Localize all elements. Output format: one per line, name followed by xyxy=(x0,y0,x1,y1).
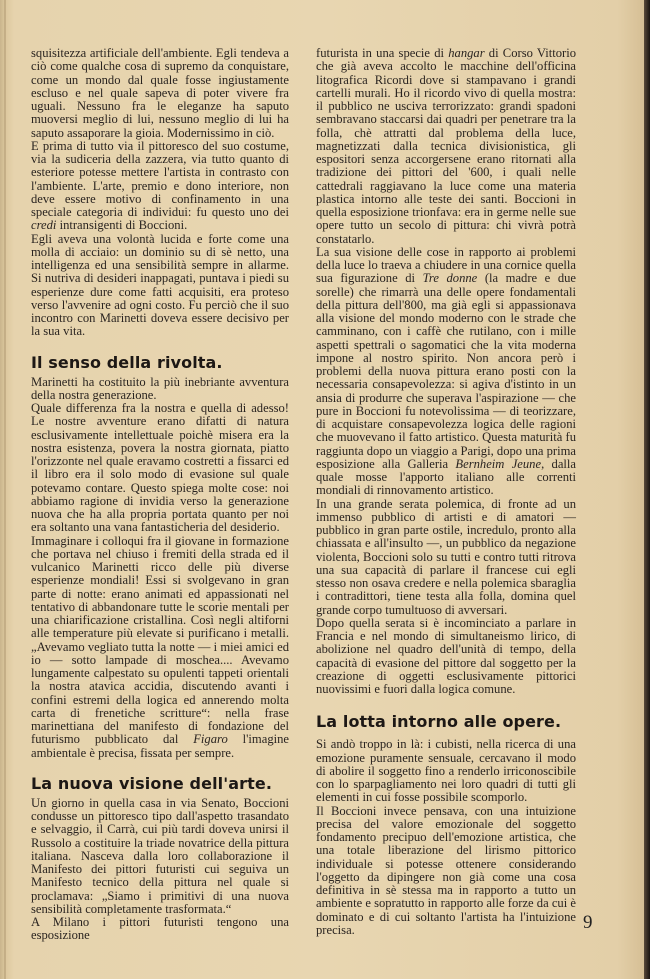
paragraph: Dopo quella serata si è incominciato a parlare in Francia e nel mondo di simultaneismo lirico, di abolizione nel quadro dell'unità di tempo, della capacità di evasione del pittore dal soggetto per la creazione di oggetti esclusivamente pittorici nuovissimi e fuori dalla logica comune. xyxy=(316,615,576,696)
text-run: Immaginare i colloqui fra il giovane in formazione che portava nel chiuso i fremiti della strada ed il vulcanico Marinetti ricco delle più diverse esperienze mondiali! Essi si svolgevano in gran parte di notte: erano animati ed appassionati nel tentativo di abbandonare tutte le scorie mentali per una chiarificazione cristallina. Così negli altiforni alle temperature più elevate si purificano i metalli. „Avevamo vegliato tutta la notte — i miei amici ed io — sotto lampade di moschea.... Avevamo lungamente calpestato su opulenti tappeti orientali la nostra atavica accidia, discutendo avanti i confini estremi della logica ed annerendo molta carta di frenetiche scritture“: nella frase marinettiana del manifesto di fondazione del futurismo pubblicato dal xyxy=(31,533,289,747)
paragraph: A Milano i pittori futuristi tengono una esposizione xyxy=(31,915,289,943)
paragraph: Quale differenza fra la nostra e quella di adesso! Le nostre avventure erano difatti di natura esclusivamente intellettuale poichè misera era la nostra esistenza, povera la nostra giornata, piatto l'orizzonte nel quale eravamo costretti a fissarci ed il libro era il solo modo di evasione sul quale potevamo contare. Questo spiega molte cose: noi abbiamo ragione di invidia verso la generazione nuova che ha alla propria portata quanto per noi era soltanto una vana fantasticheria del desiderio. xyxy=(31,401,289,535)
page-number: 9 xyxy=(583,912,593,933)
left-column xyxy=(31,47,289,943)
text-run: intransigenti di Boccioni. xyxy=(56,218,188,233)
italic-title-tre-donne: Tre donne xyxy=(422,271,478,286)
text-run: di Corso Vittorio che già aveva accolto le macchine dell'officina litografica Ricordi dove si stampavano i grandi cartelli murali. Ho il ricordo vivo di quella mostra: il pubblico ne usciva terrorizzato: grandi spadoni sembravano staccarsi dai quadri per penetrare tra la folla, chè attratti dal problema della luce, magnetizzati dalla tecnica divisionistica, gli espositori senza accorgersene erano ritornati alla tradizione dei pittori del '600, i quali nelle cattedrali raggiavano la luce come una materia plastica intorno alle teste dei santi. Boccioni in quella esposizione trionfava: era in germe nelle sue opere tutto un secolo di pittura: chi vivrà potrà constatarlo. xyxy=(316,46,576,246)
paragraph: Il Boccioni invece pensava, con una intuizione precisa del valore emozionale del soggetto fondamento precipuo dell'emozione artistica, che una totale liberazione del lirismo pittorico individuale si potesse ottenere considerando l'oggetto da dipingere non già come una cosa definitiva in sè stessa ma in rapporto a tutto un ambiente e sopratutto in rapporto alle forze da cui è dominato e di cui soltanto l'artista ha l'intuizione precisa. xyxy=(316,803,576,937)
paragraph: In una grande serata polemica, di fronte ad un immenso pubblico di artisti e di amatori — pubblico in gran parte ostile, incredulo, pronto alla chiassata e all'insulto —, un pubblico da negazione violenta, Boccioni solo su tutti e contro tutti ritrova una sua capacità di parlare il francese cui egli stesso non osava credere e nella polemica sbaraglia i contradittori, tiene testa alla folla, domina quel grande corpo tumultuoso di avversari. xyxy=(316,496,576,617)
section-heading: La nuova visione dell'arte. xyxy=(31,773,272,793)
text-run: l'imagine ambientale è precisa, fissata per sempre. xyxy=(31,732,290,760)
paragraph: squisitezza artificiale dell'ambiente. Egli tendeva a ciò come qualche cosa di supremo da conquistare, come un mondo dal quale fosse ingiustamente escluso e nel quale sapeva di poter vivere fra uguali. Nessuno fra le eleganze ha saputo muoversi meglio di lui, nessuno meglio di lui ha saputo assaporare la gioia. Modernissimo in ciò. xyxy=(31,46,289,140)
page-fold-shadow xyxy=(4,0,6,979)
paragraph xyxy=(316,246,576,498)
paragraph: Un giorno in quella casa in via Senato, Boccioni condusse un pittoresco tipo dall'aspetto trasandato e selvaggio, il Carrà, cui più tardi doveva unirsi il Russolo a costituire la triade novatrice della pittura italiana. Nasceva dalla loro collaborazione il Manifesto dei pittori futuristi cui seguiva un Manifesto tecnico della pittura nel quale si proclamava: „Siamo i primitivi di una nuova sensibilità completamente trasformata.“ xyxy=(31,795,289,916)
paragraph xyxy=(31,140,289,233)
section-heading: Il senso della rivolta. xyxy=(31,352,223,372)
paragraph xyxy=(316,47,576,246)
italic-term-credi: credi xyxy=(31,218,57,233)
italic-title-figaro: Figaro xyxy=(193,732,228,747)
text-run: (la madre e due sorelle) che rimarrà una delle opere fondamentali della pittura dell'800, ma già egli si appassionava alla visione del mondo moderno con le strade che camminano, con i caffè che rutilano, con i mille aspetti spettrali o sagomatici che la vita moderna impone al nostro spirito. Non ancora però i problemi della nuova pittura erano posti con la necessaria consapevolezza: si agiva d'istinto in un ansia di produrre che superava l'aspirazione — che pure in Boccioni fu notevolissima — di teorizzare, di acquistare consapevolezza logica delle ragioni che muovevano il fatto artistico. Questa maturità fu raggiunta dopo un viaggio a Parigi, dopo una prima esposizione alla Galleria xyxy=(316,271,576,471)
paragraph: Egli aveva una volontà lucida e forte come una molla di acciaio: un dominio su di sè netto, una intelligenza ed una sensibilità sempre in allarme. Si nutriva di desideri inappagati, puntava i piedi su esperienze dure come fatti acquisiti, era proteso verso l'avvenire ad ogni costo. Fu perciò che il suo incontro con Marinetti doveva essere decisivo per la sua vita. xyxy=(31,231,289,339)
page-edge-shadow xyxy=(644,0,650,979)
text-run: E prima di tutto via il pittoresco del suo costume, via la sudiceria della zazzera, via tutto quanto di esteriore potesse mettere l'artista in contrasto con l'ambiente. L'arte, premio e dono interiore, non deve essere motivo di confinamento in una speciale categoria di individui: fu questo uno dei xyxy=(31,138,289,219)
text-run: , dalla quale mosse l'apporto italiano alle correnti mondiali di rinnovamento artistico. xyxy=(316,456,576,498)
paragraph xyxy=(31,535,289,760)
section-heading: La lotta intorno alle opere. xyxy=(316,712,562,732)
paragraph: Si andò troppo in là: i cubisti, nella ricerca di una emozione puramente sensuale, cercavano il modo di abolire il soggetto fino a renderlo irriconoscibile con lo sparpagliamento nei loro quadri di tutti gli elementi in cui fosse possibile scomporlo. xyxy=(316,737,576,805)
italic-term-hangar: hangar xyxy=(448,46,485,60)
italic-name-bernheim-jeune: Bernheim Jeune xyxy=(455,456,542,471)
text-run: La sua visione delle cose in rapporto ai problemi della luce lo traeva a chiudere in una cornice quella sua figurazione di xyxy=(316,244,576,286)
right-column xyxy=(316,47,576,937)
paragraph: Marinetti ha costituito la più inebriante avventura della nostra generazione. xyxy=(31,374,289,402)
text-run: futurista in una specie di xyxy=(316,46,449,60)
